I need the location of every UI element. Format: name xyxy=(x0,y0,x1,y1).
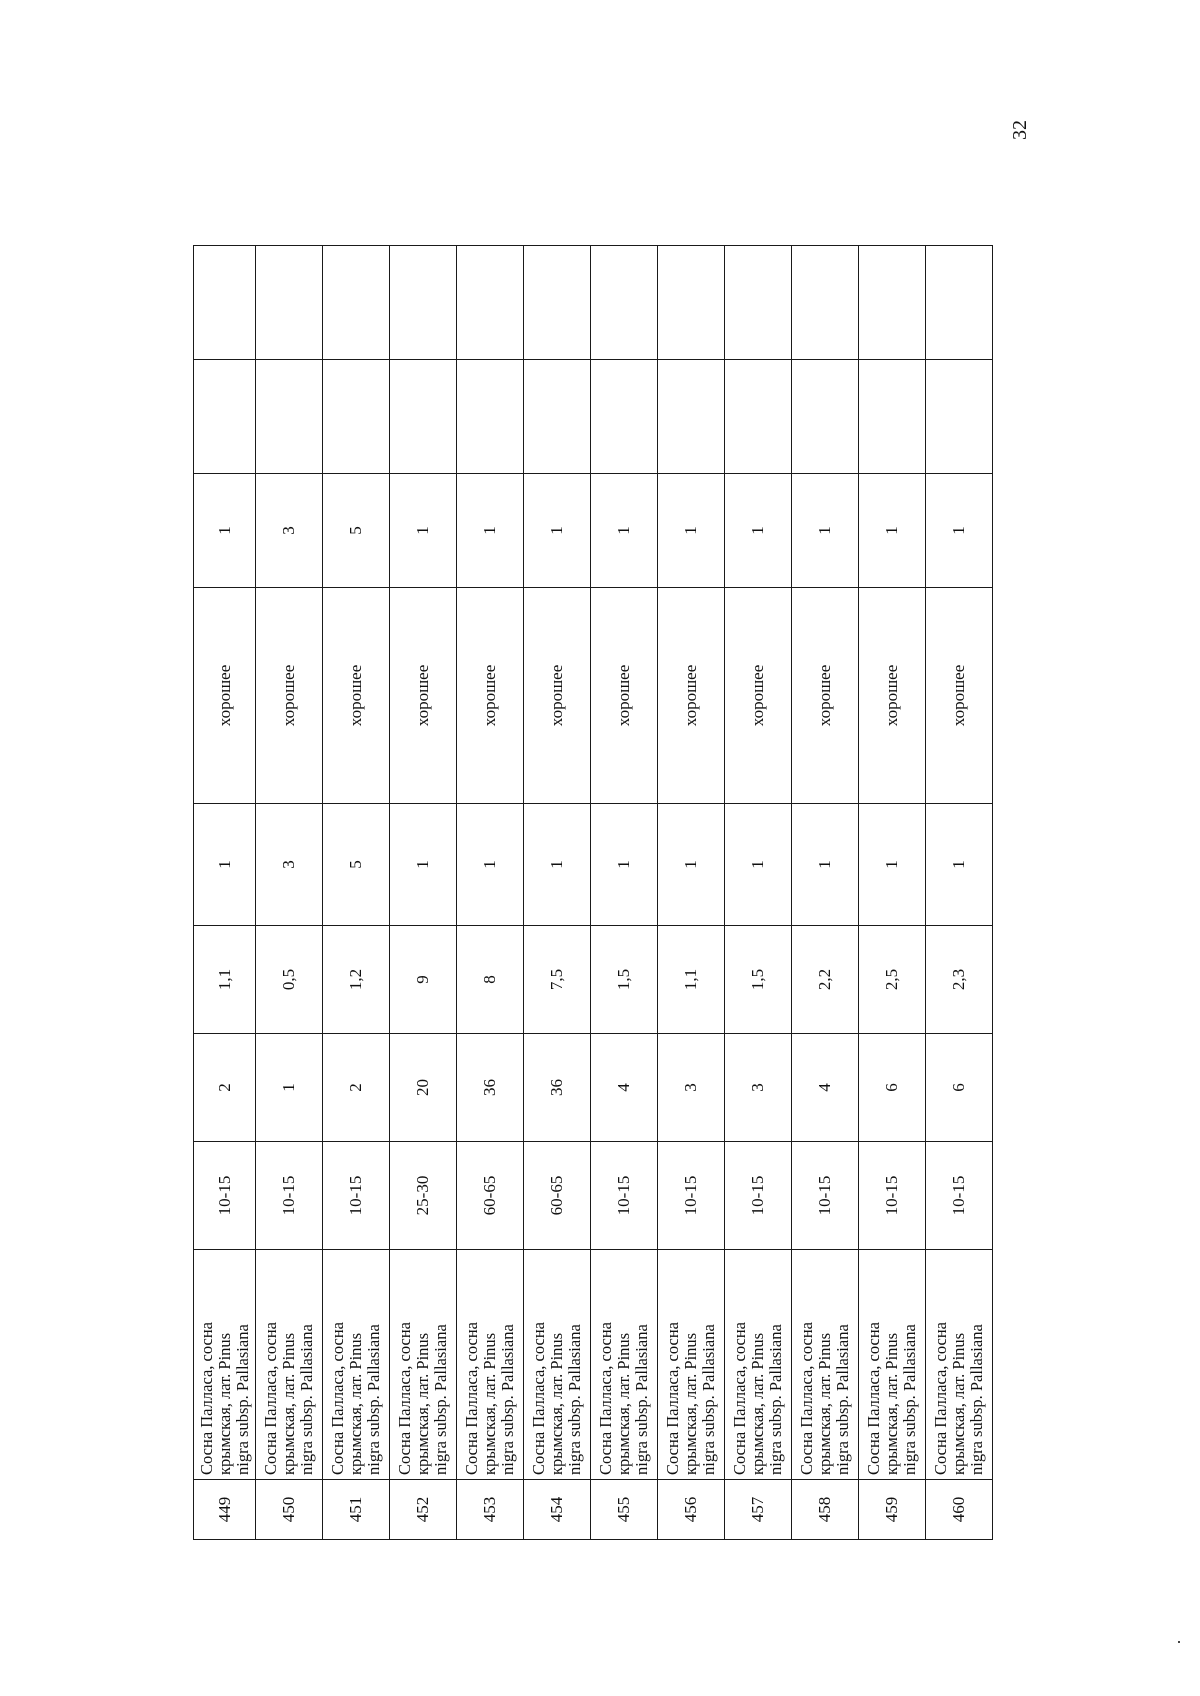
cell-empty-10 xyxy=(792,246,859,360)
cell-age: 25-30 xyxy=(390,1142,457,1250)
cell-empty-10 xyxy=(926,246,993,360)
cell-number: 459 xyxy=(859,1480,926,1540)
cell-quantity: 1 xyxy=(792,804,859,926)
cell-age: 10-15 xyxy=(725,1142,792,1250)
cell-empty-9 xyxy=(859,360,926,474)
cell-height: 20 xyxy=(390,1034,457,1142)
cell-height: 3 xyxy=(658,1034,725,1142)
cell-quantity-2: 1 xyxy=(926,474,993,588)
cell-number: 450 xyxy=(256,1480,323,1540)
cell-empty-10 xyxy=(658,246,725,360)
cell-number: 453 xyxy=(457,1480,524,1540)
cell-empty-9 xyxy=(524,360,591,474)
cell-height: 1 xyxy=(256,1034,323,1142)
cell-empty-10 xyxy=(390,246,457,360)
cell-empty-9 xyxy=(390,360,457,474)
cell-empty-10 xyxy=(194,246,256,360)
cell-condition: хорошее xyxy=(457,588,524,804)
cell-empty-10 xyxy=(591,246,658,360)
cell-diameter: 1,5 xyxy=(591,926,658,1034)
cell-number: 457 xyxy=(725,1480,792,1540)
table-row xyxy=(524,246,591,1540)
cell-empty-9 xyxy=(725,360,792,474)
cell-quantity-2: 5 xyxy=(323,474,390,588)
table-row xyxy=(658,246,725,1540)
cell-species: Сосна Палласа, сосна крымская, лат. Pinus nigra subsp. Pallasiana xyxy=(658,1250,725,1480)
cell-height: 6 xyxy=(926,1034,993,1142)
cell-diameter: 9 xyxy=(390,926,457,1034)
cell-empty-9 xyxy=(323,360,390,474)
cell-empty-9 xyxy=(256,360,323,474)
cell-empty-9 xyxy=(658,360,725,474)
table-row xyxy=(194,246,256,1540)
cell-height: 4 xyxy=(792,1034,859,1142)
cell-quantity-2: 1 xyxy=(591,474,658,588)
cell-condition: хорошее xyxy=(390,588,457,804)
cell-age: 10-15 xyxy=(926,1142,993,1250)
cell-height: 6 xyxy=(859,1034,926,1142)
tree-inventory-table xyxy=(193,245,993,1540)
cell-diameter: 0,5 xyxy=(256,926,323,1034)
cell-quantity: 3 xyxy=(256,804,323,926)
cell-quantity-2: 1 xyxy=(859,474,926,588)
cell-diameter: 2,3 xyxy=(926,926,993,1034)
scan-speck xyxy=(1178,1641,1180,1643)
cell-empty-10 xyxy=(457,246,524,360)
cell-empty-10 xyxy=(725,246,792,360)
cell-number: 460 xyxy=(926,1480,993,1540)
cell-quantity-2: 1 xyxy=(390,474,457,588)
cell-quantity: 1 xyxy=(725,804,792,926)
rotated-page-content xyxy=(0,208,986,1588)
cell-diameter: 1,1 xyxy=(194,926,256,1034)
cell-age: 10-15 xyxy=(658,1142,725,1250)
cell-species: Сосна Палласа, сосна крымская, лат. Pinus nigra subsp. Pallasiana xyxy=(859,1250,926,1480)
cell-condition: хорошее xyxy=(323,588,390,804)
cell-diameter: 1,1 xyxy=(658,926,725,1034)
cell-empty-10 xyxy=(524,246,591,360)
cell-quantity: 1 xyxy=(658,804,725,926)
cell-species: Сосна Палласа, сосна крымская, лат. Pinus nigra subsp. Pallasiana xyxy=(390,1250,457,1480)
cell-quantity: 1 xyxy=(390,804,457,926)
cell-age: 60-65 xyxy=(457,1142,524,1250)
cell-diameter: 8 xyxy=(457,926,524,1034)
cell-height: 36 xyxy=(457,1034,524,1142)
cell-quantity: 1 xyxy=(859,804,926,926)
cell-quantity: 1 xyxy=(591,804,658,926)
cell-height: 3 xyxy=(725,1034,792,1142)
cell-number: 451 xyxy=(323,1480,390,1540)
cell-empty-9 xyxy=(457,360,524,474)
cell-quantity: 1 xyxy=(457,804,524,926)
table-row xyxy=(323,246,390,1540)
cell-quantity-2: 3 xyxy=(256,474,323,588)
cell-number: 458 xyxy=(792,1480,859,1540)
page-number: 32 xyxy=(1009,120,1031,140)
cell-height: 2 xyxy=(194,1034,256,1142)
cell-number: 456 xyxy=(658,1480,725,1540)
cell-condition: хорошее xyxy=(256,588,323,804)
cell-empty-9 xyxy=(591,360,658,474)
cell-condition: хорошее xyxy=(194,588,256,804)
table-row xyxy=(390,246,457,1540)
table-row xyxy=(457,246,524,1540)
table-row xyxy=(792,246,859,1540)
cell-species: Сосна Палласа, сосна крымская, лат. Pinus nigra subsp. Pallasiana xyxy=(256,1250,323,1480)
cell-empty-10 xyxy=(323,246,390,360)
cell-number: 455 xyxy=(591,1480,658,1540)
cell-age: 60-65 xyxy=(524,1142,591,1250)
cell-height: 4 xyxy=(591,1034,658,1142)
cell-quantity: 1 xyxy=(926,804,993,926)
cell-quantity-2: 1 xyxy=(194,474,256,588)
cell-height: 36 xyxy=(524,1034,591,1142)
cell-number: 452 xyxy=(390,1480,457,1540)
cell-quantity: 1 xyxy=(194,804,256,926)
cell-condition: хорошее xyxy=(524,588,591,804)
cell-species: Сосна Палласа, сосна крымская, лат. Pinus nigra subsp. Pallasiana xyxy=(323,1250,390,1480)
cell-age: 10-15 xyxy=(256,1142,323,1250)
cell-species: Сосна Палласа, сосна крымская, лат. Pinus nigra subsp. Pallasiana xyxy=(725,1250,792,1480)
table-row xyxy=(591,246,658,1540)
cell-condition: хорошее xyxy=(658,588,725,804)
cell-species: Сосна Палласа, сосна крымская, лат. Pinus nigra subsp. Pallasiana xyxy=(524,1250,591,1480)
cell-species: Сосна Палласа, сосна крымская, лат. Pinus nigra subsp. Pallasiana xyxy=(591,1250,658,1480)
cell-condition: хорошее xyxy=(792,588,859,804)
cell-diameter: 1,5 xyxy=(725,926,792,1034)
cell-empty-9 xyxy=(194,360,256,474)
cell-species: Сосна Палласа, сосна крымская, лат. Pinus nigra subsp. Pallasiana xyxy=(457,1250,524,1480)
cell-condition: хорошее xyxy=(926,588,993,804)
cell-condition: хорошее xyxy=(859,588,926,804)
cell-number: 454 xyxy=(524,1480,591,1540)
cell-height: 2 xyxy=(323,1034,390,1142)
cell-quantity-2: 1 xyxy=(457,474,524,588)
cell-species: Сосна Палласа, сосна крымская, лат. Pinus nigra subsp. Pallasiana xyxy=(194,1250,256,1480)
cell-quantity-2: 1 xyxy=(725,474,792,588)
cell-quantity: 5 xyxy=(323,804,390,926)
table-row xyxy=(256,246,323,1540)
cell-empty-9 xyxy=(926,360,993,474)
cell-diameter: 2,2 xyxy=(792,926,859,1034)
cell-species: Сосна Палласа, сосна крымская, лат. Pinus nigra subsp. Pallasiana xyxy=(792,1250,859,1480)
cell-quantity-2: 1 xyxy=(658,474,725,588)
cell-quantity: 1 xyxy=(524,804,591,926)
cell-species: Сосна Палласа, сосна крымская, лат. Pinus nigra subsp. Pallasiana xyxy=(926,1250,993,1480)
cell-condition: хорошее xyxy=(725,588,792,804)
cell-diameter: 1,2 xyxy=(323,926,390,1034)
table-row xyxy=(859,246,926,1540)
cell-age: 10-15 xyxy=(323,1142,390,1250)
cell-empty-10 xyxy=(859,246,926,360)
cell-quantity-2: 1 xyxy=(524,474,591,588)
cell-age: 10-15 xyxy=(591,1142,658,1250)
table-row xyxy=(926,246,993,1540)
cell-empty-9 xyxy=(792,360,859,474)
cell-diameter: 7,5 xyxy=(524,926,591,1034)
cell-age: 10-15 xyxy=(792,1142,859,1250)
cell-quantity-2: 1 xyxy=(792,474,859,588)
cell-empty-10 xyxy=(256,246,323,360)
cell-age: 10-15 xyxy=(859,1142,926,1250)
cell-age: 10-15 xyxy=(194,1142,256,1250)
cell-number: 449 xyxy=(194,1480,256,1540)
cell-condition: хорошее xyxy=(591,588,658,804)
cell-diameter: 2,5 xyxy=(859,926,926,1034)
table-row xyxy=(725,246,792,1540)
